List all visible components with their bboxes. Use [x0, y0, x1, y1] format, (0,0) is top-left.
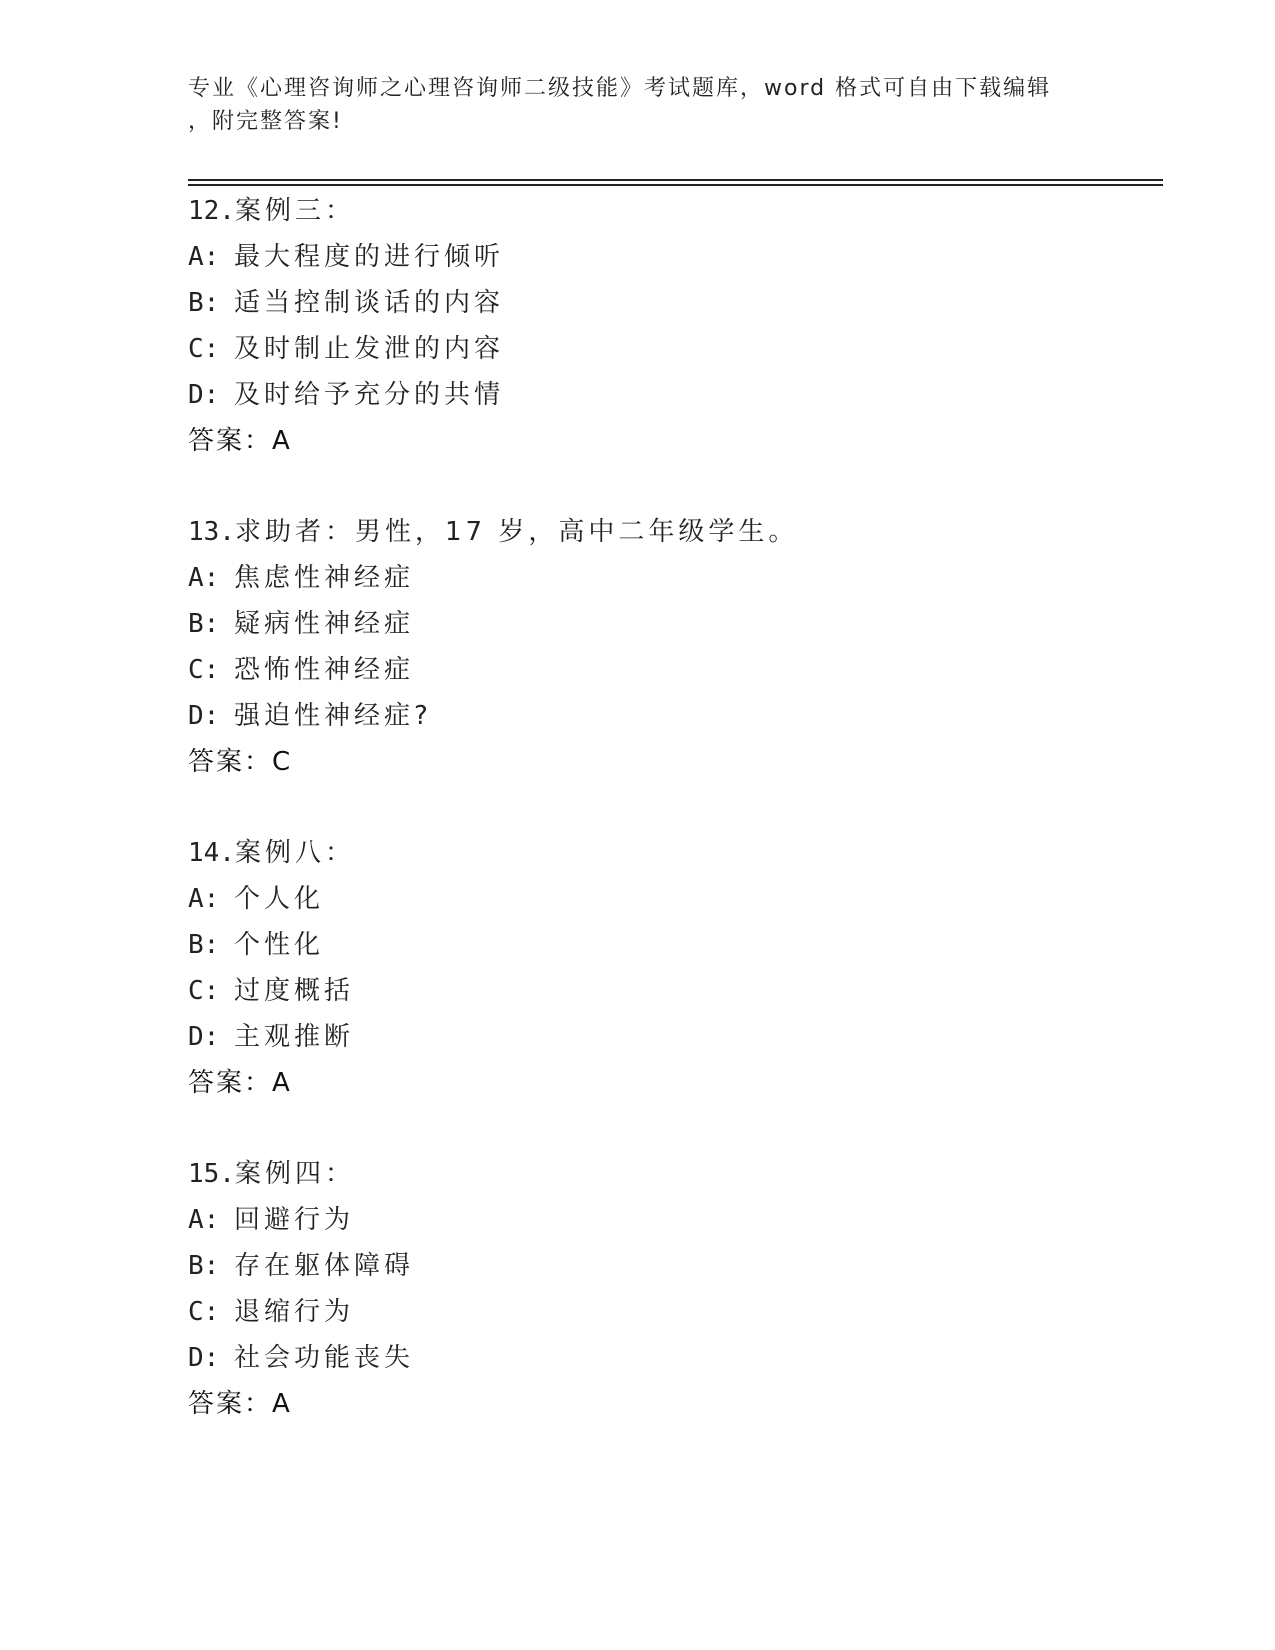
question-list [188, 188, 1163, 1472]
answer-line [188, 418, 1163, 464]
answer-value: A [272, 1068, 292, 1098]
question-number: 15. [188, 1159, 235, 1189]
answer-label: 答案： [188, 1389, 273, 1419]
question-12 [188, 188, 1163, 464]
question-14 [188, 830, 1163, 1106]
option-a [188, 555, 1163, 601]
option-text: 适当控制谈话的内容 [234, 288, 505, 318]
option-text: 社会功能丧失 [234, 1343, 415, 1373]
option-text: 焦虑性神经症 [234, 563, 415, 593]
option-label: B: [188, 609, 220, 639]
header-line-1: 专业《心理咨询师之心理咨询师二级技能》考试题库，word 格式可自由下载编辑 [188, 76, 1052, 101]
header-line-2: ，附完整答案! [188, 109, 343, 134]
option-label: D: [188, 701, 220, 731]
option-label: C: [188, 1297, 220, 1327]
document-header [188, 72, 1088, 138]
answer-label: 答案： [188, 1068, 273, 1098]
option-label: A: [188, 1205, 220, 1235]
option-text: 个性化 [234, 930, 325, 960]
option-a [188, 876, 1163, 922]
question-number: 12. [188, 196, 235, 226]
question-stem [188, 830, 1163, 876]
option-label: B: [188, 288, 220, 318]
option-text: 最大程度的进行倾听 [234, 242, 505, 272]
option-label: C: [188, 655, 220, 685]
option-text: 强迫性神经症? [234, 701, 432, 731]
option-label: B: [188, 1251, 220, 1281]
question-stem [188, 1151, 1163, 1197]
question-13 [188, 509, 1163, 785]
option-d [188, 372, 1163, 418]
option-c [188, 1289, 1163, 1335]
option-label: A: [188, 563, 220, 593]
option-text: 疑病性神经症 [234, 609, 415, 639]
option-a [188, 1197, 1163, 1243]
question-stem [188, 509, 1163, 555]
option-d [188, 693, 1163, 739]
answer-label: 答案： [188, 426, 273, 456]
answer-label: 答案： [188, 747, 273, 777]
option-d [188, 1335, 1163, 1381]
option-label: A: [188, 884, 220, 914]
option-b [188, 922, 1163, 968]
question-15 [188, 1151, 1163, 1427]
answer-value: C [272, 747, 293, 777]
question-number: 13. [188, 517, 235, 547]
question-text: 求助者：男性，17 岁，高中二年级学生。 [234, 517, 799, 547]
answer-value: A [272, 426, 292, 456]
divider-rule-bottom [188, 184, 1163, 186]
option-text: 恐怖性神经症 [234, 655, 415, 685]
option-text: 个人化 [234, 884, 325, 914]
option-label: C: [188, 334, 220, 364]
option-text: 及时制止发泄的内容 [234, 334, 505, 364]
question-stem [188, 188, 1163, 234]
question-text: 案例三： [234, 196, 355, 226]
option-c [188, 326, 1163, 372]
option-text: 及时给予充分的共情 [234, 380, 505, 410]
question-text: 案例四： [234, 1159, 355, 1189]
answer-line [188, 1060, 1163, 1106]
option-label: D: [188, 1343, 220, 1373]
option-label: B: [188, 930, 220, 960]
option-text: 过度概括 [234, 976, 355, 1006]
option-text: 存在躯体障碍 [234, 1251, 415, 1281]
option-d [188, 1014, 1163, 1060]
option-b [188, 280, 1163, 326]
option-text: 主观推断 [234, 1022, 355, 1052]
answer-line [188, 1381, 1163, 1427]
question-number: 14. [188, 838, 235, 868]
option-b [188, 1243, 1163, 1289]
option-text: 回避行为 [234, 1205, 355, 1235]
option-a [188, 234, 1163, 280]
answer-line [188, 739, 1163, 785]
option-label: D: [188, 1022, 220, 1052]
option-c [188, 647, 1163, 693]
question-text: 案例八： [234, 838, 355, 868]
option-text: 退缩行为 [234, 1297, 355, 1327]
divider-rule-top [188, 179, 1163, 181]
option-c [188, 968, 1163, 1014]
answer-value: A [272, 1389, 292, 1419]
option-b [188, 601, 1163, 647]
option-label: C: [188, 976, 220, 1006]
option-label: A: [188, 242, 220, 272]
option-label: D: [188, 380, 220, 410]
